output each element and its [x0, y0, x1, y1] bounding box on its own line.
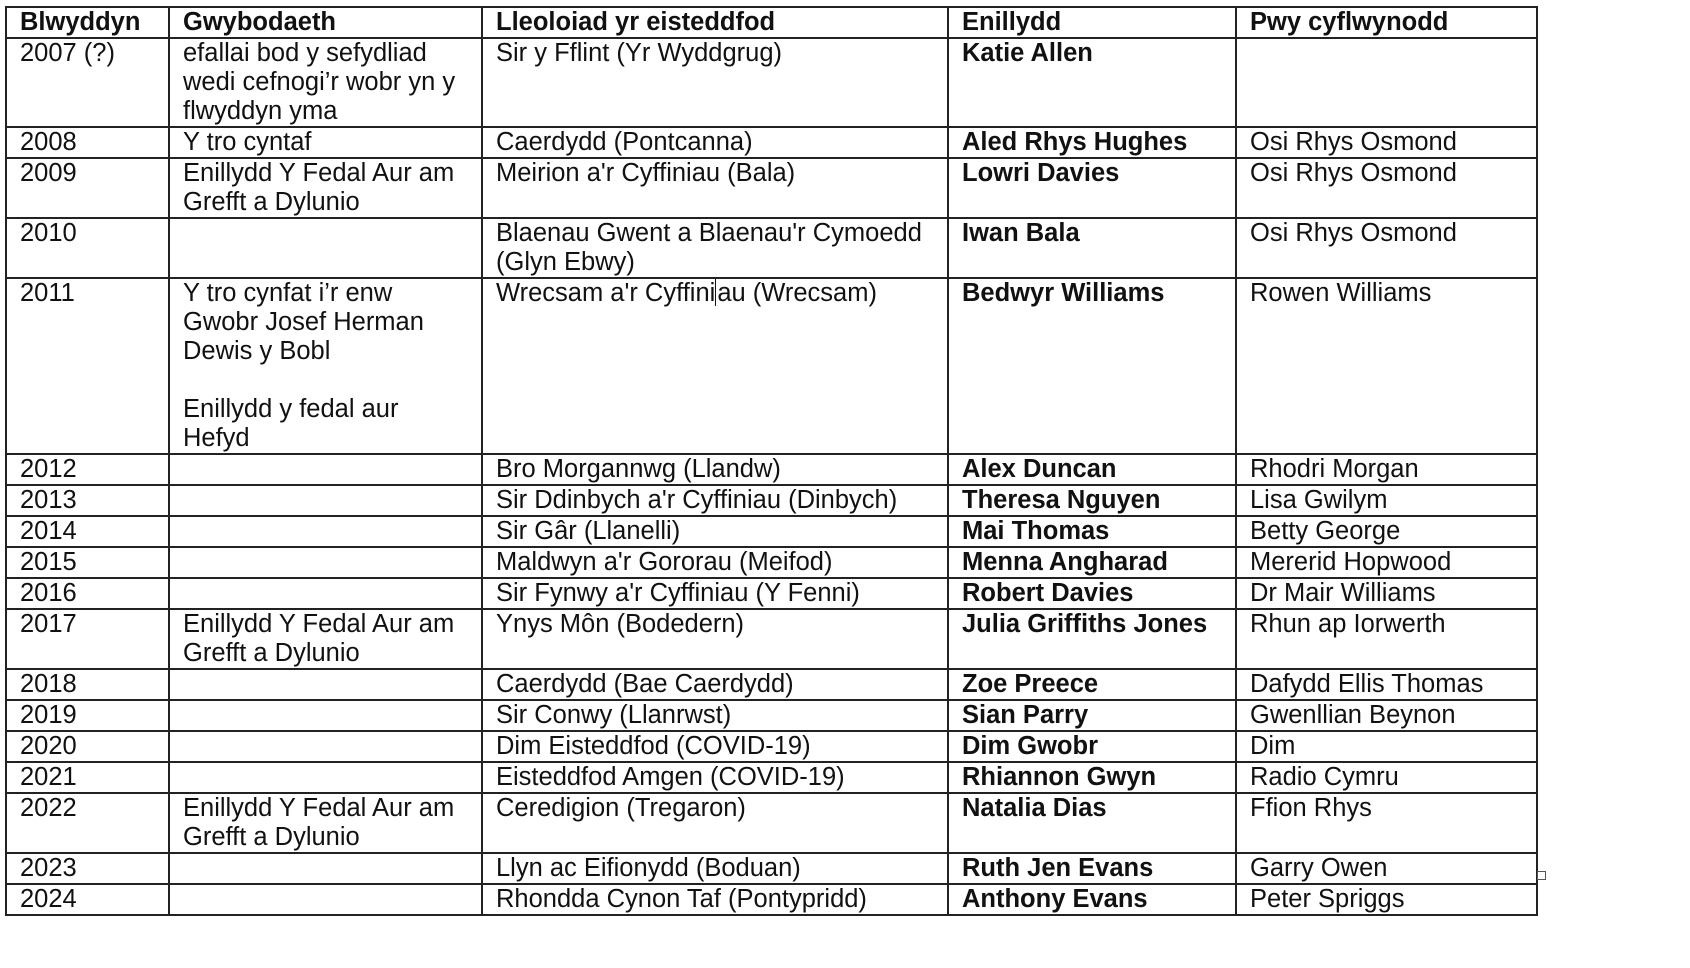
- location-cell[interactable]: Caerdydd (Bae Caerdydd): [482, 669, 948, 700]
- location-cell[interactable]: Dim Eisteddfod (COVID-19): [482, 731, 948, 762]
- year-cell[interactable]: 2008: [6, 127, 169, 158]
- winner-cell[interactable]: Mai Thomas: [948, 516, 1236, 547]
- presenter-cell[interactable]: Lisa Gwilym: [1236, 485, 1537, 516]
- location-cell[interactable]: Bro Morgannwg (Llandw): [482, 454, 948, 485]
- presenter-cell[interactable]: Rowen Williams: [1236, 278, 1537, 454]
- presenter-cell[interactable]: [1236, 38, 1537, 127]
- presenter-cell[interactable]: Ffion Rhys: [1236, 793, 1537, 853]
- location-cell[interactable]: Rhondda Cynon Taf (Pontypridd): [482, 884, 948, 915]
- year-cell[interactable]: 2011: [6, 278, 169, 454]
- year-cell[interactable]: 2024: [6, 884, 169, 915]
- year-cell[interactable]: 2009: [6, 158, 169, 218]
- winner-cell[interactable]: Dim Gwobr: [948, 731, 1236, 762]
- information-cell[interactable]: [169, 700, 482, 731]
- table-row: [6, 731, 1537, 762]
- location-cell[interactable]: Caerdydd (Pontcanna): [482, 127, 948, 158]
- winner-cell[interactable]: Sian Parry: [948, 700, 1236, 731]
- presenter-cell[interactable]: Dr Mair Williams: [1236, 578, 1537, 609]
- table-row: [6, 127, 1537, 158]
- presenter-cell[interactable]: Betty George: [1236, 516, 1537, 547]
- presenter-cell[interactable]: Gwenllian Beynon: [1236, 700, 1537, 731]
- table-row: [6, 578, 1537, 609]
- table-row: [6, 278, 1537, 454]
- location-cell[interactable]: Ynys Môn (Bodedern): [482, 609, 948, 669]
- year-cell[interactable]: 2015: [6, 547, 169, 578]
- information-cell[interactable]: [169, 454, 482, 485]
- location-cell[interactable]: Ceredigion (Tregaron): [482, 793, 948, 853]
- year-cell[interactable]: 2012: [6, 454, 169, 485]
- winner-cell[interactable]: Aled Rhys Hughes: [948, 127, 1236, 158]
- information-cell[interactable]: [169, 731, 482, 762]
- table-row: [6, 38, 1537, 127]
- presenter-cell[interactable]: Osi Rhys Osmond: [1236, 218, 1537, 278]
- table-row: [6, 884, 1537, 915]
- table-row: [6, 669, 1537, 700]
- presenter-cell[interactable]: Dim: [1236, 731, 1537, 762]
- winner-cell[interactable]: Julia Griffiths Jones: [948, 609, 1236, 669]
- presenter-cell[interactable]: Garry Owen: [1236, 853, 1537, 884]
- information-cell[interactable]: [169, 547, 482, 578]
- location-cell[interactable]: Sir Fynwy a'r Cyffiniau (Y Fenni): [482, 578, 948, 609]
- winner-cell[interactable]: Alex Duncan: [948, 454, 1236, 485]
- winner-cell[interactable]: Rhiannon Gwyn: [948, 762, 1236, 793]
- information-cell[interactable]: [169, 218, 482, 278]
- table-row: [6, 762, 1537, 793]
- table-row: [6, 547, 1537, 578]
- winner-cell[interactable]: Robert Davies: [948, 578, 1236, 609]
- winner-cell[interactable]: Anthony Evans: [948, 884, 1236, 915]
- table-header-row: [6, 7, 1537, 38]
- year-cell[interactable]: 2021: [6, 762, 169, 793]
- table-row: [6, 609, 1537, 669]
- header-presenter[interactable]: Pwy cyflwynodd: [1236, 7, 1537, 38]
- year-cell[interactable]: 2016: [6, 578, 169, 609]
- location-cell[interactable]: Wrecsam a'r Cyffiniau (Wrecsam): [482, 278, 948, 454]
- presenter-cell[interactable]: Rhodri Morgan: [1236, 454, 1537, 485]
- table-body: [6, 38, 1537, 915]
- information-cell[interactable]: [169, 853, 482, 884]
- information-cell[interactable]: Y tro cyntaf: [169, 127, 482, 158]
- year-cell[interactable]: 2018: [6, 669, 169, 700]
- location-cell[interactable]: Sir Gâr (Llanelli): [482, 516, 948, 547]
- presenter-cell[interactable]: Radio Cymru: [1236, 762, 1537, 793]
- text-cursor: [715, 279, 716, 306]
- information-cell[interactable]: [169, 884, 482, 915]
- information-cell[interactable]: [169, 578, 482, 609]
- winner-cell[interactable]: Menna Angharad: [948, 547, 1236, 578]
- year-cell[interactable]: 2007 (?): [6, 38, 169, 127]
- location-cell[interactable]: Maldwyn a'r Gororau (Meifod): [482, 547, 948, 578]
- presenter-cell[interactable]: Osi Rhys Osmond: [1236, 127, 1537, 158]
- year-cell[interactable]: 2017: [6, 609, 169, 669]
- table-row: [6, 793, 1537, 853]
- year-cell[interactable]: 2019: [6, 700, 169, 731]
- table-row: [6, 218, 1537, 278]
- information-cell[interactable]: [169, 762, 482, 793]
- winner-cell[interactable]: Ruth Jen Evans: [948, 853, 1236, 884]
- header-winner[interactable]: Enillydd: [948, 7, 1236, 38]
- information-cell[interactable]: efallai bod y sefydliad wedi cefnogi’r wobr yn y flwyddyn yma: [169, 38, 482, 127]
- winners-table: [5, 6, 1538, 916]
- location-cell[interactable]: Eisteddfod Amgen (COVID-19): [482, 762, 948, 793]
- location-cell[interactable]: Sir Ddinbych a'r Cyffiniau (Dinbych): [482, 485, 948, 516]
- winner-cell[interactable]: Iwan Bala: [948, 218, 1236, 278]
- year-cell[interactable]: 2022: [6, 793, 169, 853]
- location-cell[interactable]: Blaenau Gwent a Blaenau'r Cymoedd (Glyn Ebwy): [482, 218, 948, 278]
- location-cell[interactable]: Sir Conwy (Llanrwst): [482, 700, 948, 731]
- location-cell[interactable]: Sir y Fflint (Yr Wyddgrug): [482, 38, 948, 127]
- presenter-cell[interactable]: Osi Rhys Osmond: [1236, 158, 1537, 218]
- table-row: [6, 853, 1537, 884]
- winner-cell[interactable]: Zoe Preece: [948, 669, 1236, 700]
- table-row: [6, 485, 1537, 516]
- winner-cell[interactable]: Lowri Davies: [948, 158, 1236, 218]
- winner-cell[interactable]: Natalia Dias: [948, 793, 1236, 853]
- header-information[interactable]: Gwybodaeth: [169, 7, 482, 38]
- winner-cell[interactable]: Bedwyr Williams: [948, 278, 1236, 454]
- table-row: [6, 158, 1537, 218]
- table-row: [6, 454, 1537, 485]
- information-cell[interactable]: [169, 516, 482, 547]
- year-cell[interactable]: 2010: [6, 218, 169, 278]
- year-cell[interactable]: 2014: [6, 516, 169, 547]
- presenter-cell[interactable]: Dafydd Ellis Thomas: [1236, 669, 1537, 700]
- location-cell[interactable]: Llyn ac Eifionydd (Boduan): [482, 853, 948, 884]
- information-cell[interactable]: Enillydd Y Fedal Aur am Grefft a Dylunio: [169, 609, 482, 669]
- presenter-cell[interactable]: Mererid Hopwood: [1236, 547, 1537, 578]
- presenter-cell[interactable]: Peter Spriggs: [1236, 884, 1537, 915]
- table-row: [6, 516, 1537, 547]
- year-cell[interactable]: 2013: [6, 485, 169, 516]
- winner-cell[interactable]: Theresa Nguyen: [948, 485, 1236, 516]
- information-cell[interactable]: Y tro cynfat i’r enw Gwobr Josef Herman Dewis y Bobl Enillydd y fedal aur Hefyd: [169, 278, 482, 454]
- year-cell[interactable]: 2023: [6, 853, 169, 884]
- presenter-cell[interactable]: Rhun ap Iorwerth: [1236, 609, 1537, 669]
- table-row: [6, 700, 1537, 731]
- header-year[interactable]: Blwyddyn: [6, 7, 169, 38]
- header-location[interactable]: Lleoloiad yr eisteddfod: [482, 7, 948, 38]
- information-cell[interactable]: [169, 669, 482, 700]
- table-resize-handle[interactable]: [1537, 871, 1546, 880]
- year-cell[interactable]: 2020: [6, 731, 169, 762]
- location-cell[interactable]: Meirion a'r Cyffiniau (Bala): [482, 158, 948, 218]
- information-cell[interactable]: [169, 485, 482, 516]
- information-cell[interactable]: Enillydd Y Fedal Aur am Grefft a Dylunio: [169, 793, 482, 853]
- winner-cell[interactable]: Katie Allen: [948, 38, 1236, 127]
- information-cell[interactable]: Enillydd Y Fedal Aur am Grefft a Dylunio: [169, 158, 482, 218]
